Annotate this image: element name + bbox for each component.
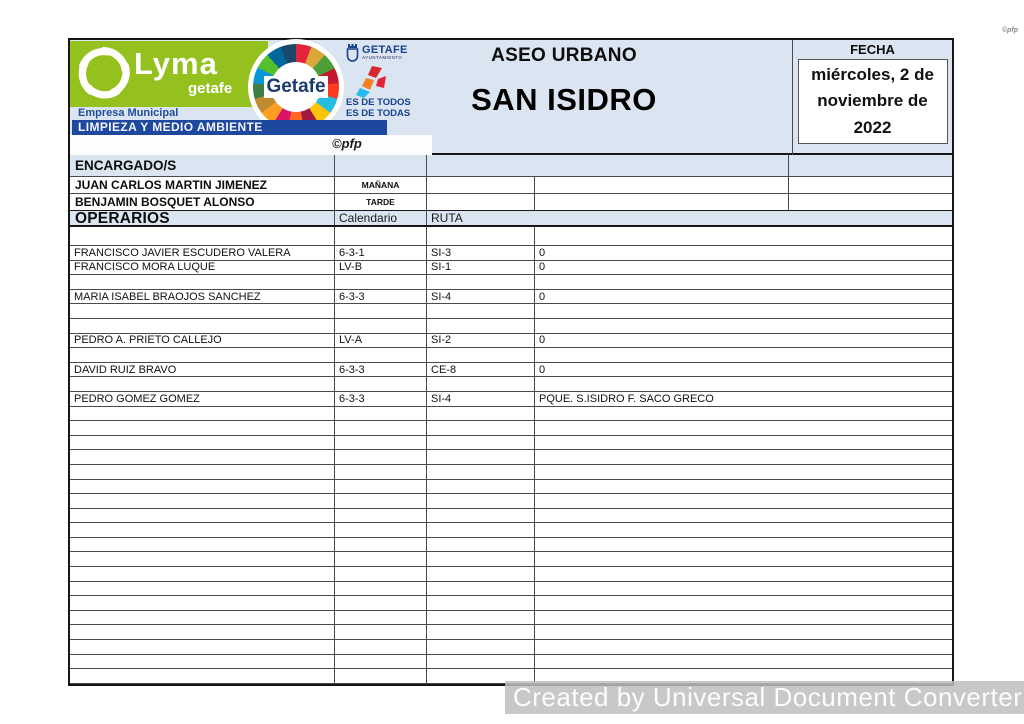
ruta-cell: SI-4 bbox=[427, 290, 535, 304]
operario-name-cell bbox=[70, 552, 335, 566]
ruta-cell bbox=[427, 377, 535, 391]
table-row bbox=[70, 407, 952, 422]
operario-name-cell: FRANCISCO MORA LUQUE bbox=[70, 261, 335, 275]
operario-name-cell bbox=[70, 669, 335, 683]
ruta-cell bbox=[427, 319, 535, 333]
operarios-table-body bbox=[70, 246, 952, 684]
observations-cell bbox=[535, 436, 952, 450]
calendario-cell bbox=[335, 348, 427, 362]
table-row bbox=[70, 290, 952, 305]
ruta-cell bbox=[427, 582, 535, 596]
calendario-cell bbox=[335, 480, 427, 494]
encargados-label: ENCARGADO/S bbox=[70, 155, 335, 176]
ruta-cell: CE-8 bbox=[427, 363, 535, 377]
lyma-brand-subtext: getafe bbox=[188, 80, 233, 97]
table-row bbox=[70, 261, 952, 276]
limpieza-banner: LIMPIEZA Y MEDIO AMBIENTE bbox=[72, 120, 387, 135]
ruta-cell bbox=[427, 538, 535, 552]
zone-title: SAN ISIDRO bbox=[471, 82, 657, 117]
observations-cell bbox=[535, 319, 952, 333]
table-row bbox=[70, 494, 952, 509]
operario-name-cell bbox=[70, 465, 335, 479]
calendario-cell bbox=[335, 655, 427, 669]
ruta-cell bbox=[427, 436, 535, 450]
lyma-brand-text: Lyma bbox=[134, 46, 218, 81]
operario-name-cell: PEDRO A. PRIETO CALLEJO bbox=[70, 334, 335, 348]
empty-cell bbox=[789, 155, 952, 176]
calendario-cell: 6-3-1 bbox=[335, 246, 427, 260]
ruta-cell bbox=[427, 611, 535, 625]
table-row bbox=[70, 552, 952, 567]
table-row bbox=[70, 348, 952, 363]
calendario-cell bbox=[335, 669, 427, 683]
table-row bbox=[70, 523, 952, 538]
converter-watermark: Created by Universal Document Converter bbox=[505, 681, 1024, 714]
observations-cell bbox=[535, 275, 952, 289]
ruta-cell bbox=[427, 552, 535, 566]
crest-subtitle: AYUNTAMIENTO bbox=[362, 55, 403, 61]
operario-name-cell bbox=[70, 436, 335, 450]
empty-cell bbox=[335, 155, 427, 176]
observations-cell: 0 bbox=[539, 246, 546, 259]
calendario-cell bbox=[335, 640, 427, 654]
operario-name-cell: DAVID RUIZ BRAVO bbox=[70, 363, 335, 377]
schedule-sheet bbox=[68, 38, 954, 686]
calendario-cell bbox=[335, 625, 427, 639]
table-row bbox=[70, 450, 952, 465]
observations-cell bbox=[535, 655, 952, 669]
observations-cell bbox=[535, 596, 952, 610]
ruta-cell bbox=[427, 304, 535, 318]
operario-name-cell bbox=[70, 494, 335, 508]
empty-cell bbox=[70, 227, 335, 245]
empty-cell bbox=[789, 177, 952, 193]
ruta-cell: SI-1 bbox=[427, 261, 535, 275]
calendario-cell bbox=[335, 465, 427, 479]
getafe-flame-icon bbox=[352, 66, 386, 98]
empresa-municipal-label: Empresa Municipal bbox=[78, 107, 179, 119]
observations-cell: PQUE. S.ISIDRO F. SACO GRECO bbox=[539, 392, 714, 405]
encargado-name: BENJAMIN BOSQUET ALONSO bbox=[70, 194, 335, 210]
ruta-cell bbox=[427, 480, 535, 494]
ruta-cell bbox=[427, 450, 535, 464]
calendario-cell bbox=[335, 436, 427, 450]
empty-cell bbox=[535, 227, 952, 245]
sdg-city-label: Getafe bbox=[266, 76, 326, 97]
ruta-cell bbox=[427, 421, 535, 435]
calendario-cell: LV-B bbox=[335, 261, 427, 275]
observations-cell bbox=[535, 348, 952, 362]
observations-cell: 0 bbox=[539, 363, 546, 376]
empty-cell bbox=[427, 194, 535, 210]
table-row bbox=[70, 509, 952, 524]
observations-cell bbox=[535, 407, 952, 421]
table-row bbox=[70, 655, 952, 670]
operario-name-cell: FRANCISCO JAVIER ESCUDERO VALERA bbox=[70, 246, 335, 260]
observations-cell bbox=[535, 421, 952, 435]
operarios-label: OPERARIOS bbox=[70, 211, 335, 225]
observations-cell bbox=[535, 538, 952, 552]
ruta-cell: SI-4 bbox=[427, 392, 535, 406]
calendario-cell bbox=[335, 596, 427, 610]
ruta-column-header: RUTA bbox=[431, 211, 463, 225]
calendario-cell: 6-3-3 bbox=[335, 363, 427, 377]
slogan-text: ES DE TODOS ES DE TODAS bbox=[346, 97, 411, 119]
operario-name-cell bbox=[70, 421, 335, 435]
table-row bbox=[70, 538, 952, 553]
table-row bbox=[70, 640, 952, 655]
logo-copyright: ©pfp bbox=[332, 136, 362, 151]
table-row bbox=[70, 246, 952, 261]
ruta-cell bbox=[427, 567, 535, 581]
observations-cell bbox=[535, 567, 952, 581]
observations-cell bbox=[535, 582, 952, 596]
observations-cell bbox=[535, 377, 952, 391]
table-row bbox=[70, 625, 952, 640]
encargado-row-manana bbox=[70, 177, 952, 194]
table-row bbox=[70, 377, 952, 392]
observations-cell: 0 bbox=[539, 261, 546, 274]
observations-cell bbox=[535, 494, 952, 508]
operario-name-cell bbox=[70, 304, 335, 318]
table-row bbox=[70, 480, 952, 495]
operario-name-cell: PEDRO GOMEZ GOMEZ bbox=[70, 392, 335, 406]
encargados-header-row bbox=[70, 155, 952, 177]
shift-label: MAÑANA bbox=[335, 177, 427, 193]
calendario-cell: 6-3-3 bbox=[335, 290, 427, 304]
table-row bbox=[70, 275, 952, 290]
table-row bbox=[70, 465, 952, 480]
empty-cell bbox=[535, 194, 789, 210]
operario-name-cell bbox=[70, 480, 335, 494]
fecha-value: miércoles, 2 de noviembre de 2022 bbox=[798, 59, 948, 144]
calendario-cell bbox=[335, 567, 427, 581]
calendario-cell bbox=[335, 421, 427, 435]
operario-name-cell bbox=[70, 319, 335, 333]
calendario-cell bbox=[335, 494, 427, 508]
observations-cell bbox=[535, 611, 952, 625]
ruta-cell bbox=[427, 275, 535, 289]
operario-name-cell bbox=[70, 655, 335, 669]
calendario-column-header: Calendario bbox=[335, 211, 427, 225]
ruta-cell bbox=[427, 625, 535, 639]
empty-cell bbox=[427, 155, 789, 176]
operario-name-cell bbox=[70, 348, 335, 362]
observations-cell bbox=[535, 640, 952, 654]
observations-cell bbox=[535, 523, 952, 537]
calendario-cell bbox=[335, 509, 427, 523]
ruta-cell bbox=[427, 494, 535, 508]
observations-cell bbox=[535, 552, 952, 566]
page-corner-copyright: ©pfp bbox=[1001, 27, 1018, 34]
spacer-row bbox=[70, 227, 952, 246]
encargado-row-tarde bbox=[70, 194, 952, 211]
empty-cell bbox=[427, 177, 535, 193]
operario-name-cell bbox=[70, 523, 335, 537]
observations-cell bbox=[535, 304, 952, 318]
ruta-cell bbox=[427, 509, 535, 523]
table-row bbox=[70, 363, 952, 378]
calendario-cell bbox=[335, 377, 427, 391]
calendario-cell: LV-A bbox=[335, 334, 427, 348]
title-zone bbox=[400, 40, 728, 155]
operario-name-cell bbox=[70, 567, 335, 581]
table-row bbox=[70, 596, 952, 611]
operario-name-cell bbox=[70, 450, 335, 464]
service-title: ASEO URBANO bbox=[491, 45, 637, 66]
calendario-cell bbox=[335, 304, 427, 318]
operario-name-cell bbox=[70, 275, 335, 289]
fecha-cell bbox=[792, 40, 952, 155]
ruta-cell: SI-3 bbox=[427, 246, 535, 260]
observations-cell bbox=[535, 480, 952, 494]
calendario-cell bbox=[335, 450, 427, 464]
operario-name-cell bbox=[70, 509, 335, 523]
operario-name-cell bbox=[70, 407, 335, 421]
shift-label: TARDE bbox=[335, 194, 427, 210]
table-row bbox=[70, 611, 952, 626]
empty-cell bbox=[335, 227, 427, 245]
ruta-cell bbox=[427, 596, 535, 610]
crest-name: GETAFE bbox=[362, 44, 408, 57]
operario-name-cell bbox=[70, 611, 335, 625]
lyma-swirl-icon bbox=[76, 45, 132, 101]
observations-cell: 0 bbox=[539, 334, 546, 347]
operario-name-cell bbox=[70, 640, 335, 654]
ruta-cell bbox=[427, 523, 535, 537]
ruta-cell bbox=[427, 465, 535, 479]
calendario-cell: 6-3-3 bbox=[335, 392, 427, 406]
calendario-cell bbox=[335, 582, 427, 596]
observations-cell bbox=[535, 509, 952, 523]
table-row bbox=[70, 421, 952, 436]
table-row bbox=[70, 582, 952, 597]
table-row bbox=[70, 567, 952, 582]
table-row bbox=[70, 304, 952, 319]
operario-name-cell bbox=[70, 596, 335, 610]
operarios-header-row bbox=[70, 210, 952, 227]
table-row bbox=[70, 392, 952, 407]
table-row bbox=[70, 319, 952, 334]
calendario-cell bbox=[335, 407, 427, 421]
calendario-cell bbox=[335, 523, 427, 537]
ruta-cell bbox=[427, 640, 535, 654]
fecha-label: FECHA bbox=[850, 42, 895, 57]
calendario-cell bbox=[335, 611, 427, 625]
calendario-cell bbox=[335, 552, 427, 566]
empty-cell bbox=[535, 177, 789, 193]
operario-name-cell bbox=[70, 538, 335, 552]
observations-cell: 0 bbox=[539, 290, 546, 303]
logo-zone bbox=[70, 40, 432, 155]
table-row bbox=[70, 436, 952, 451]
operario-name-cell: MARIA ISABEL BRAOJOS SANCHEZ bbox=[70, 290, 335, 304]
empty-cell bbox=[789, 194, 952, 210]
ruta-cell: SI-2 bbox=[427, 334, 535, 348]
ruta-cell bbox=[427, 348, 535, 362]
logo-bottom-strip bbox=[70, 135, 432, 155]
operario-name-cell bbox=[70, 625, 335, 639]
encargado-name: JUAN CARLOS MARTIN JIMENEZ bbox=[70, 177, 335, 193]
empty-cell bbox=[427, 227, 535, 245]
sheet-header-row bbox=[70, 40, 952, 155]
observations-cell bbox=[535, 625, 952, 639]
calendario-cell bbox=[335, 319, 427, 333]
table-row bbox=[70, 334, 952, 349]
operario-name-cell bbox=[70, 582, 335, 596]
observations-cell bbox=[535, 450, 952, 464]
operario-name-cell bbox=[70, 377, 335, 391]
calendario-cell bbox=[335, 275, 427, 289]
calendario-cell bbox=[335, 538, 427, 552]
ruta-cell bbox=[427, 655, 535, 669]
ruta-cell bbox=[427, 407, 535, 421]
observations-cell bbox=[535, 465, 952, 479]
crest-shield-icon bbox=[346, 44, 359, 62]
